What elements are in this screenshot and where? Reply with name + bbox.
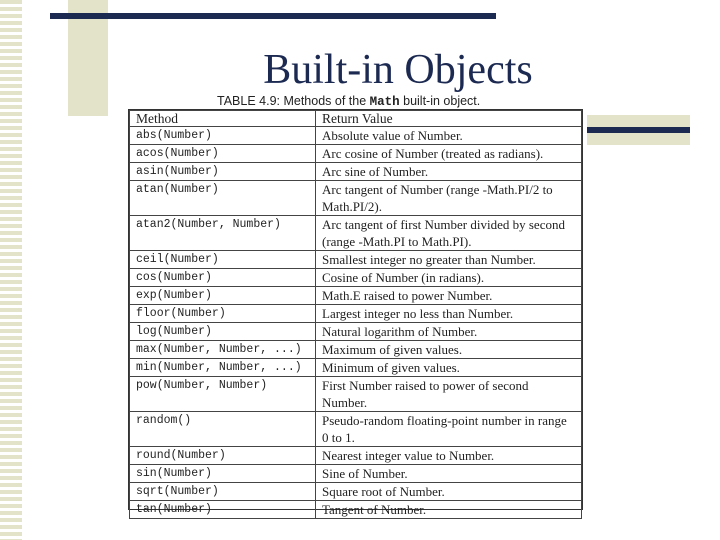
method-cell: log(Number): [130, 323, 316, 341]
table-row: [130, 465, 582, 483]
method-cell: pow(Number, Number): [130, 377, 316, 412]
return-value-cell: First Number raised to power of second Number.: [316, 377, 582, 412]
decorative-right-rule: [587, 127, 690, 133]
table-caption: [217, 94, 480, 109]
return-value-cell: Minimum of given values.: [316, 359, 582, 377]
method-cell: min(Number, Number, ...): [130, 359, 316, 377]
caption-suffix: built-in object.: [399, 94, 481, 108]
method-cell: random(): [130, 412, 316, 447]
header-method: Method: [130, 111, 316, 127]
return-value-cell: Sine of Number.: [316, 465, 582, 483]
table-row: [130, 287, 582, 305]
table-row: [130, 127, 582, 145]
table-row: [130, 251, 582, 269]
return-value-cell: Natural logarithm of Number.: [316, 323, 582, 341]
table-row: [130, 341, 582, 359]
table-row: [130, 359, 582, 377]
table-row: [130, 305, 582, 323]
method-cell: asin(Number): [130, 163, 316, 181]
return-value-cell: Nearest integer value to Number.: [316, 447, 582, 465]
return-value-cell: Smallest integer no greater than Number.: [316, 251, 582, 269]
return-value-cell: Maximum of given values.: [316, 341, 582, 359]
return-value-cell: Pseudo-random floating-point number in range 0 to 1.: [316, 412, 582, 447]
table-row: [130, 216, 582, 251]
method-cell: sin(Number): [130, 465, 316, 483]
method-cell: ceil(Number): [130, 251, 316, 269]
method-cell: max(Number, Number, ...): [130, 341, 316, 359]
table-row: [130, 501, 582, 519]
table-row: [130, 269, 582, 287]
decorative-top-rule: [50, 13, 496, 19]
return-value-cell: Arc cosine of Number (treated as radians).: [316, 145, 582, 163]
return-value-cell: Arc tangent of first Number divided by second (range -Math.PI to Math.PI).: [316, 216, 582, 251]
method-cell: tan(Number): [130, 501, 316, 519]
return-value-cell: Absolute value of Number.: [316, 127, 582, 145]
return-value-cell: Math.E raised to power Number.: [316, 287, 582, 305]
return-value-cell: Largest integer no less than Number.: [316, 305, 582, 323]
slide-title: Built-in Objects: [263, 47, 533, 93]
return-value-cell: Arc sine of Number.: [316, 163, 582, 181]
return-value-cell: Arc tangent of Number (range -Math.PI/2 to Math.PI/2).: [316, 181, 582, 216]
table-row: [130, 145, 582, 163]
method-cell: atan(Number): [130, 181, 316, 216]
return-value-cell: Cosine of Number (in radians).: [316, 269, 582, 287]
method-cell: abs(Number): [130, 127, 316, 145]
table-row: [130, 447, 582, 465]
method-cell: cos(Number): [130, 269, 316, 287]
return-value-cell: Square root of Number.: [316, 483, 582, 501]
caption-code: Math: [369, 95, 400, 109]
method-cell: exp(Number): [130, 287, 316, 305]
decorative-stripe-bar: [0, 0, 22, 540]
table-row: [130, 181, 582, 216]
table-row: [130, 483, 582, 501]
table-header-row: [130, 111, 582, 127]
methods-table-container: [128, 109, 583, 517]
table-row: [130, 163, 582, 181]
method-cell: acos(Number): [130, 145, 316, 163]
header-return-value: Return Value: [316, 111, 582, 127]
caption-prefix: TABLE 4.9: Methods of the: [217, 94, 370, 108]
method-cell: atan2(Number, Number): [130, 216, 316, 251]
table-row: [130, 377, 582, 412]
table-row: [130, 412, 582, 447]
methods-table: [129, 110, 582, 519]
table-row: [130, 323, 582, 341]
method-cell: sqrt(Number): [130, 483, 316, 501]
return-value-cell: Tangent of Number.: [316, 501, 582, 519]
method-cell: round(Number): [130, 447, 316, 465]
method-cell: floor(Number): [130, 305, 316, 323]
table-body: [130, 127, 582, 519]
